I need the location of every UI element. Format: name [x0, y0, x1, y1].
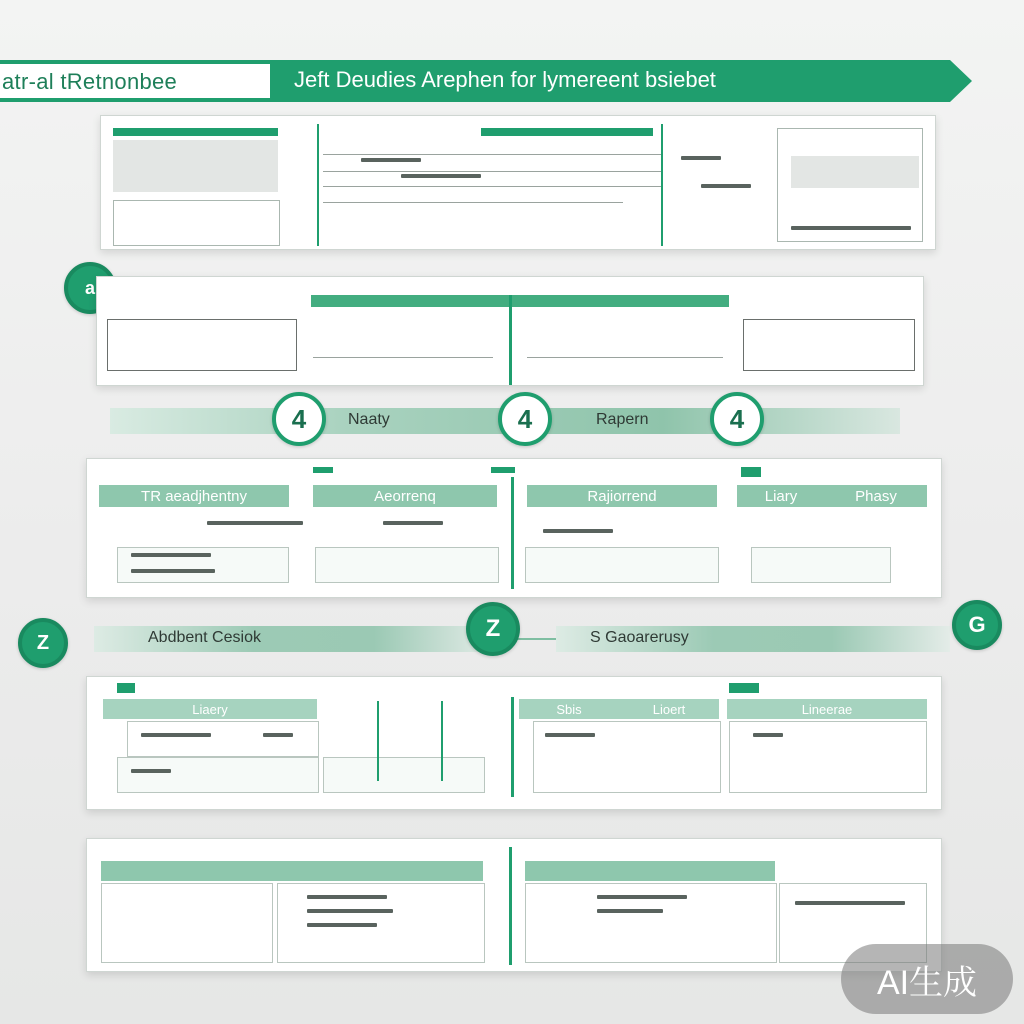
- panel2-box-left: [107, 319, 297, 371]
- step-marker-f-icon: [466, 602, 520, 656]
- banner-left-text: atr-al tRetnonbee: [2, 69, 178, 94]
- panel3-tag-3: [741, 467, 761, 477]
- panel3-text-5: [543, 529, 613, 533]
- section-label-1: Naaty: [348, 411, 390, 428]
- panel1-rule-3: [323, 186, 663, 187]
- panel1-chart-area: [113, 140, 278, 192]
- panel4-text-3: [545, 733, 595, 737]
- panel4-tag-2: [729, 683, 759, 693]
- panel5-cell-1: [101, 883, 273, 963]
- panel3-text-2: [131, 569, 215, 573]
- panel-3: [86, 458, 942, 598]
- panel1-text-3: [681, 156, 721, 160]
- panel2-rule-2: [527, 357, 723, 358]
- panel1-text-2: [401, 174, 481, 178]
- step-marker-g-label: G: [968, 612, 986, 637]
- panel4-header-3: Lioert: [619, 699, 719, 719]
- panel5-text-2: [307, 909, 393, 913]
- panel3-text-3: [207, 521, 303, 525]
- panel1-rule-4: [323, 202, 623, 203]
- panel3-header-3: Rajiorrend: [527, 485, 717, 507]
- panel4-vline-2: [441, 701, 443, 781]
- panel4-header-4: Lineerae: [727, 699, 927, 719]
- panel5-header-2: [525, 861, 775, 881]
- panel1-text-1: [361, 158, 421, 162]
- panel1-rule-1: [323, 154, 663, 155]
- title-banner: [0, 60, 972, 102]
- panel3-text-4: [383, 521, 443, 525]
- panel4-text-2: [263, 733, 293, 737]
- step-marker-c-label: 4: [517, 403, 533, 434]
- panel4-vline-1: [377, 701, 379, 781]
- step-marker-e-icon: [18, 618, 68, 668]
- panel1-chart-b: [791, 156, 919, 188]
- panel5-text-3: [307, 923, 377, 927]
- panel1-rule-2: [323, 171, 663, 172]
- panel2-box-right: [743, 319, 915, 371]
- panel-5: [86, 838, 942, 972]
- step-marker-d-label: 4: [729, 403, 745, 434]
- section-label-3: Abdbent Cesiok: [148, 629, 261, 646]
- panel4-cell-4: [533, 721, 721, 793]
- panel1-divider-1: [317, 124, 319, 246]
- panel4-cell-3: [323, 757, 485, 793]
- step-marker-d-icon: [710, 392, 764, 446]
- panel3-cell-2: [315, 547, 499, 583]
- step-marker-f-label: Z: [485, 615, 501, 642]
- panel3-cell-3: [525, 547, 719, 583]
- section-label-2: Rapern: [596, 411, 649, 428]
- section-label-4: S Gaoarerusy: [590, 629, 689, 646]
- panel3-header-2: Aeorrenq: [313, 485, 497, 507]
- panel4-text-4: [753, 733, 783, 737]
- panel-1: [100, 115, 936, 250]
- panel4-cell-5: [729, 721, 927, 793]
- panel5-text-6: [795, 901, 905, 905]
- step-marker-e-label: Z: [36, 631, 50, 654]
- step-marker-g-icon: [952, 600, 1002, 650]
- panel4-connector: [511, 697, 514, 797]
- panel4-text-5: [131, 769, 171, 773]
- panel1-divider-2: [661, 124, 663, 246]
- panel2-connector: [509, 295, 512, 385]
- panel2-rule-1: [313, 357, 493, 358]
- panel4-cell-1: [127, 721, 319, 757]
- panel5-text-5: [597, 909, 663, 913]
- panel1-text-5: [791, 226, 911, 230]
- step-marker-c-icon: [498, 392, 552, 446]
- banner-title: Jeft Deudies Arephen for lymereent bsiebet: [294, 67, 716, 92]
- panel-4: [86, 676, 942, 810]
- panel1-box-a: [113, 200, 280, 246]
- panel3-text-1: [131, 553, 211, 557]
- panel5-text-4: [597, 895, 687, 899]
- panel3-header-5: Phasy: [825, 485, 927, 507]
- panel4-text-1: [141, 733, 211, 737]
- panel5-connector: [509, 847, 512, 965]
- step-marker-b-label: 4: [291, 403, 307, 434]
- panel4-header-1: Liaery: [103, 699, 317, 719]
- ai-generated-watermark: AI生成: [841, 944, 1013, 1014]
- panel4-header-2: Sbis: [519, 699, 619, 719]
- panel3-tag-2: [491, 467, 515, 473]
- panel3-connector: [511, 477, 514, 589]
- step-marker-b-icon: [272, 392, 326, 446]
- panel3-header-1: TR aeadjhentny: [99, 485, 289, 507]
- panel4-cell-2: [117, 757, 319, 793]
- panel1-strip-2: [481, 128, 653, 136]
- panel3-tag-1: [313, 467, 333, 473]
- panel-2: [96, 276, 924, 386]
- step-marker-a-label: a: [84, 277, 95, 298]
- panel5-header-1: [101, 861, 483, 881]
- panel2-top-strip: [311, 295, 729, 307]
- panel1-header-strip: [113, 128, 278, 136]
- panel5-text-1: [307, 895, 387, 899]
- panel3-cell-4: [751, 547, 891, 583]
- panel1-text-4: [701, 184, 751, 188]
- panel3-header-4: Liary: [737, 485, 825, 507]
- panel4-tag-1: [117, 683, 135, 693]
